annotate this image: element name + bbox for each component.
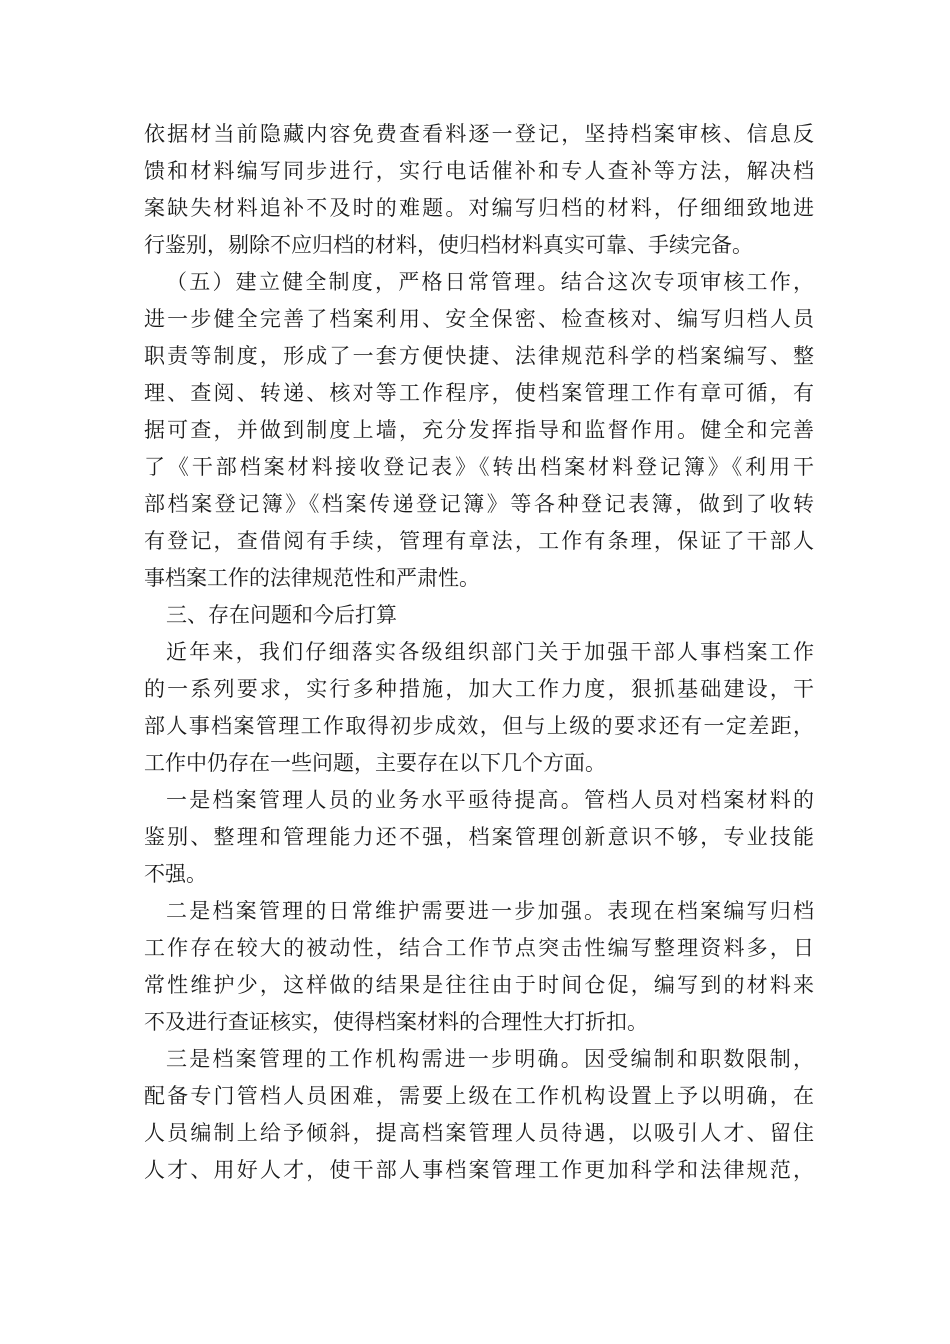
text-line: （五）建立健全制度，严格日常管理。结合这次专项审核工作， <box>166 270 814 294</box>
text-line: 部档案登记簿》《档案传递登记簿》等各种登记表簿，做到了收转 <box>144 492 814 516</box>
text-line: 部人事档案管理工作取得初步成效，但与上级的要求还有一定差距， <box>144 714 814 738</box>
text-line: 人才、用好人才，使干部人事档案管理工作更加科学和法律规范， <box>144 1158 814 1182</box>
text-line: 人员编制上给予倾斜，提高档案管理人员待遇，以吸引人才、留住 <box>144 1121 814 1145</box>
text-line: 有登记，查借阅有手续，管理有章法，工作有条理，保证了干部人 <box>144 529 814 553</box>
text-line: 三是档案管理的工作机构需进一步明确。因受编制和职数限制， <box>166 1047 814 1071</box>
text-line: 馈和材料编写同步进行，实行电话催补和专人查补等方法，解决档 <box>144 159 814 183</box>
text-line: 三、存在问题和今后打算 <box>166 603 397 627</box>
text-line: 常性维护少，这样做的结果是往往由于时间仓促，编写到的材料来 <box>144 973 814 997</box>
text-line: 工作中仍存在一些问题，主要存在以下几个方面。 <box>144 751 606 775</box>
text-line: 鉴别、整理和管理能力还不强，档案管理创新意识不够，专业技能 <box>144 825 814 849</box>
text-line: 理、查阅、转递、核对等工作程序，使档案管理工作有章可循，有 <box>144 381 814 405</box>
text-line: 的一系列要求，实行多种措施，加大工作力度，狠抓基础建设，干 <box>144 677 814 701</box>
text-line: 工作存在较大的被动性，结合工作节点突击性编写整理资料多，日 <box>144 936 814 960</box>
text-line: 职责等制度，形成了一套方便快捷、法律规范科学的档案编写、整 <box>144 344 814 368</box>
text-line: 依据材当前隐藏内容免费查看料逐一登记，坚持档案审核、信息反 <box>144 122 814 146</box>
text-line: 不及进行查证核实，使得档案材料的合理性大打折扣。 <box>144 1010 648 1034</box>
text-line: 行鉴别，剔除不应归档的材料，使归档材料真实可靠、手续完备。 <box>144 233 753 257</box>
text-line: 近年来，我们仔细落实各级组织部门关于加强干部人事档案工作 <box>166 640 814 664</box>
text-line: 进一步健全完善了档案利用、安全保密、检查核对、编写归档人员 <box>144 307 814 331</box>
text-line: 不强。 <box>144 862 207 886</box>
text-line: 据可查，并做到制度上墙，充分发挥指导和监督作用。健全和完善 <box>144 418 814 442</box>
text-line: 案缺失材料追补不及时的难题。对编写归档的材料，仔细细致地进 <box>144 196 814 220</box>
text-line: 事档案工作的法律规范性和严肃性。 <box>144 566 480 590</box>
text-line: 配备专门管档人员困难，需要上级在工作机构设置上予以明确，在 <box>144 1084 814 1108</box>
text-line: 二是档案管理的日常维护需要进一步加强。表现在档案编写归档 <box>166 899 814 923</box>
document-page <box>144 116 814 1189</box>
text-line: 了《干部档案材料接收登记表》《转出档案材料登记簿》《利用干 <box>144 455 814 479</box>
text-line: 一是档案管理人员的业务水平亟待提高。管档人员对档案材料的 <box>166 788 814 812</box>
